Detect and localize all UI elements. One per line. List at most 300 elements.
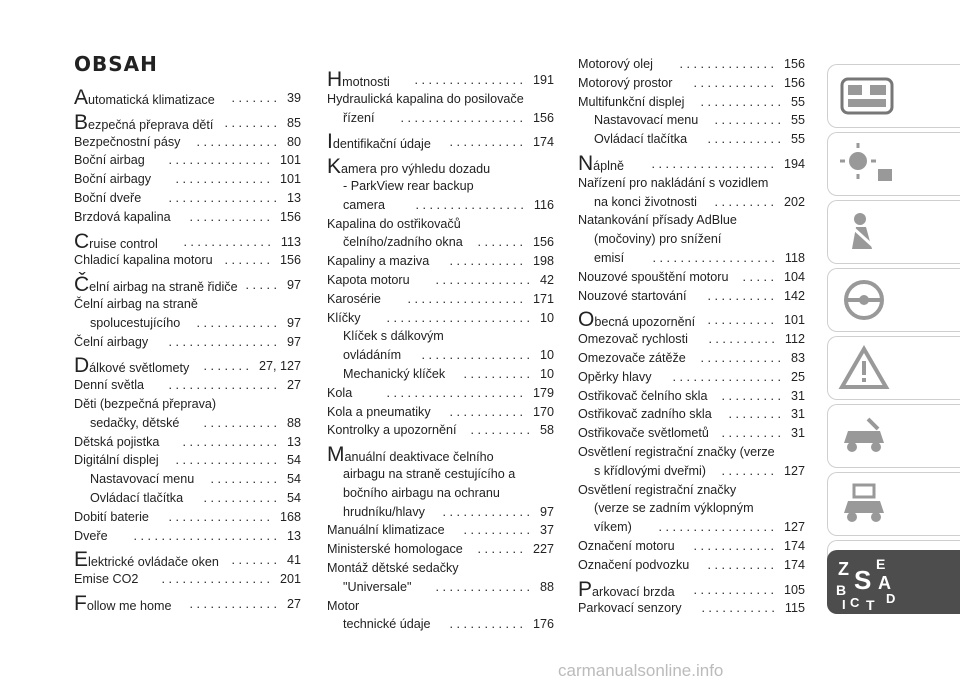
index-entry[interactable] (327, 404, 554, 420)
leader-dots: . . . . . . . . . . . . . . . . (161, 572, 270, 587)
leader-dots: . . . . . . . . . . . . . . . . . . (652, 251, 775, 265)
leader-dots: . . . . . . . . . . . . . . . . (421, 348, 530, 363)
index-entry[interactable] (327, 310, 554, 326)
entry-label: Hydraulická kapalina do posilovače (327, 91, 524, 106)
index-entry[interactable] (578, 463, 805, 479)
entry-label: Ovládací tlačítka (594, 132, 688, 147)
entry-label: Osvětlení registrační značky (verze (578, 445, 775, 459)
entry-label: Kontrolky a upozornění (327, 423, 457, 438)
leader-dots: . . . . . . . . . . . . . . (182, 434, 277, 449)
index-entry[interactable] (327, 485, 554, 501)
entry-label: Ovládací tlačítka (90, 491, 184, 505)
index-entry[interactable] (74, 396, 301, 412)
leader-dots: . . . . . . . . . . . . (196, 134, 277, 149)
leader-dots: . . . . . . . (477, 542, 523, 557)
entry-label: Nouzové startování (578, 288, 687, 303)
leader-dots: . . . . . . . . . (470, 423, 530, 438)
index-entry[interactable] (74, 190, 301, 206)
index-entry[interactable] (578, 425, 805, 441)
index-entry[interactable] (327, 110, 554, 126)
leader-dots: . . . . . . . . . (721, 388, 781, 403)
index-entry[interactable] (327, 422, 554, 438)
page-number: 171 (532, 291, 554, 306)
entry-label: Boční dveře (74, 191, 142, 205)
leader-dots: . . . . . . . . . . . . (693, 75, 774, 90)
entry-label: "Universale" (343, 579, 412, 594)
entry-label: Klíčky (327, 310, 361, 325)
entry-label: camera (343, 197, 385, 212)
tab-dashboard[interactable] (827, 64, 960, 128)
page-number: 10 (539, 310, 554, 325)
page-number: 25 (790, 369, 805, 384)
entry-label: Čelní airbagy (74, 334, 149, 349)
leader-dots: . . . . . . . . . . . . . . . (168, 509, 270, 524)
index-entry[interactable] (578, 444, 805, 460)
index-letter: S (854, 565, 872, 595)
index-tab-icon (832, 555, 902, 611)
entry-label: Emise CO2 (74, 572, 139, 587)
entry-label-rest: amera pro výhledu dozadu (341, 162, 491, 177)
page-number: 27 (286, 597, 301, 611)
index-entry[interactable] (327, 347, 554, 363)
entry-label: Karosérie (327, 291, 381, 306)
entry-label: Omezovač rychlosti (578, 332, 688, 347)
entry-label: Kapaliny a maziva (327, 254, 430, 269)
leader-dots: . . . . . . . (203, 359, 249, 374)
index-entry[interactable] (578, 56, 805, 72)
entry-label (327, 68, 390, 91)
leader-dots: . . . . . . . . (721, 463, 774, 478)
index-entry[interactable] (578, 175, 805, 191)
entry-label (74, 229, 158, 253)
entry-label-rest: dentifikační údaje (332, 137, 431, 152)
entry-label-rest: áplně (593, 159, 624, 173)
index-entry[interactable] (74, 252, 301, 268)
entry-label: Boční airbag (74, 153, 145, 168)
entry-label: řízení (343, 110, 375, 125)
entry-label: airbagu na straně cestujícího a (343, 467, 516, 481)
index-entry[interactable] (578, 308, 805, 332)
entry-label: Boční airbagy (74, 172, 152, 187)
index-letter: I (842, 597, 846, 611)
entry-label: Chladicí kapalina motoru (74, 253, 213, 268)
leader-dots: . . . . . . . (231, 553, 277, 568)
page-number: 174 (532, 135, 554, 150)
index-entry[interactable] (74, 152, 301, 168)
entry-label (74, 273, 238, 297)
index-entry[interactable] (578, 94, 805, 110)
page-number: 54 (286, 472, 301, 487)
leader-dots: . . . . . . . (224, 253, 270, 268)
entry-label-rest: ezpečná přeprava dětí (88, 117, 214, 132)
entry-label-rest: motnosti (342, 75, 390, 89)
entry-initial: E (74, 548, 89, 572)
entry-label: Kola a pneumatiky (327, 404, 431, 419)
watermark: carmanualsonline.info (558, 661, 724, 680)
warning-triangle-tab-icon (838, 345, 896, 391)
index-entry[interactable] (74, 528, 301, 544)
index-entry[interactable] (74, 571, 301, 587)
page-number: 179 (532, 385, 554, 400)
leader-dots: . . . . . . . . . . (708, 332, 775, 347)
page-number: 202 (783, 194, 805, 209)
entry-label: Parkovací senzory (578, 601, 682, 616)
leader-dots: . . . . . . . . . . . . (189, 209, 270, 224)
index-entry[interactable] (578, 194, 805, 210)
index-entry[interactable] (327, 328, 554, 344)
entry-label-rest: ollow me home (86, 599, 172, 613)
index-entry[interactable] (327, 234, 554, 250)
index-entry[interactable] (578, 482, 805, 498)
index-entry[interactable] (74, 296, 301, 312)
entry-label: Nařízení pro nakládání s vozidlem (578, 175, 769, 190)
page-number: 58 (539, 423, 554, 438)
seatbelt-airbag-tab-icon (838, 209, 896, 255)
index-entry[interactable] (578, 75, 805, 91)
leader-dots: . . . . . . . . . . . (449, 617, 523, 632)
index-entry[interactable] (327, 616, 554, 632)
dashboard-tab-icon (838, 73, 896, 119)
index-entry[interactable] (74, 273, 301, 297)
tab-index[interactable] (827, 550, 960, 614)
leader-dots: . . . . . . . . . . . (707, 132, 781, 147)
entry-label: Nastavovací menu (90, 472, 195, 487)
index-letter: B (836, 582, 847, 598)
leader-dots: . . . . . . . . . . . . . . . . (168, 334, 277, 349)
index-entry[interactable] (578, 369, 805, 385)
entry-initial: B (74, 110, 89, 134)
leader-dots: . . . . . . . . . . . (203, 491, 277, 505)
tab-lights[interactable] (827, 132, 960, 196)
page-number: 176 (532, 617, 554, 632)
index-entry[interactable] (327, 178, 554, 194)
page-number: 156 (279, 209, 301, 224)
page-number: 105 (783, 582, 805, 597)
leader-dots: . . . . . . . . . . . . . . . . . . . . . (133, 528, 277, 543)
index-entry[interactable] (74, 229, 301, 253)
entry-label: Označení motoru (578, 539, 675, 553)
entry-label: na konci životnosti (594, 194, 697, 209)
entry-label (578, 577, 675, 601)
page-number: 31 (790, 426, 805, 441)
entry-label-rest: arkovací brzda (592, 584, 675, 599)
leader-dots: . . . . . . . . . . . . . . (435, 579, 530, 594)
index-entry[interactable] (578, 152, 805, 175)
entry-label: Čelní airbag na straně (74, 297, 198, 311)
entry-initial: O (578, 308, 595, 332)
page-number: 112 (784, 332, 805, 347)
leader-dots: . . . . . . . . . . . . . . (679, 57, 774, 71)
wrench-car-tab-icon (838, 413, 896, 459)
index-entry[interactable] (327, 272, 554, 288)
entry-label (74, 354, 190, 378)
index-entry[interactable] (74, 415, 301, 431)
leader-dots: . . . . . . . . . . . . . . . . . (658, 520, 774, 535)
index-entry[interactable] (74, 110, 301, 134)
leader-dots: . . . . . . . . . . (707, 557, 774, 572)
leader-dots: . . . . . . . . . . (707, 313, 774, 328)
index-entry[interactable] (74, 471, 301, 487)
steering-wheel-tab-icon (838, 277, 896, 323)
entry-initial: H (327, 68, 343, 91)
entry-label: Multifunkční displej (578, 94, 685, 109)
page-number: 156 (279, 253, 301, 268)
index-entry[interactable] (578, 231, 805, 247)
entry-label: Osvětlení registrační značky (578, 482, 737, 497)
entry-label: Ostřikovače světlometů (578, 426, 709, 441)
tab-starting-driving[interactable] (827, 268, 960, 332)
leader-dots: . . . . . . . . (728, 407, 781, 422)
entry-label: Brzdová kapalina (74, 209, 171, 224)
page-number: 104 (783, 269, 805, 284)
entry-label (578, 152, 624, 175)
index-entry[interactable] (578, 538, 805, 554)
page-number: 97 (286, 315, 301, 330)
index-entry[interactable] (578, 250, 805, 266)
index-entry[interactable] (74, 334, 301, 350)
entry-label (74, 592, 172, 615)
index-entry[interactable] (74, 315, 301, 331)
entry-label-rest: anuální deaktivace čelního (344, 450, 494, 465)
index-entry[interactable] (74, 171, 301, 187)
leader-dots: . . . . . . . . . . . (449, 254, 523, 269)
index-entry[interactable] (578, 288, 805, 304)
page-number: 191 (532, 73, 554, 87)
page-number: 101 (279, 153, 301, 168)
page-number: 27 (286, 378, 301, 393)
entry-label (327, 443, 494, 467)
lights-tab-icon (838, 141, 896, 187)
index-entry[interactable] (327, 197, 554, 213)
page-number: 27, 127 (258, 359, 301, 374)
entry-label: (verze se zadním výklopným (594, 501, 754, 516)
entry-label: Kapalina do ostřikovačů (327, 216, 461, 231)
leader-dots: . . . . . . . . . . . . . (189, 597, 277, 611)
entry-label: Dveře (74, 528, 108, 543)
tab-emergency[interactable] (827, 336, 960, 400)
leader-dots: . . . . . . . . . . . (203, 415, 277, 430)
index-entry[interactable] (327, 68, 554, 91)
index-entry[interactable] (327, 541, 554, 557)
index-entry[interactable] (578, 212, 805, 228)
leader-dots: . . . . . . . . . . . . . . (175, 172, 270, 187)
page-number: 55 (790, 94, 805, 109)
page-number: 97 (539, 504, 554, 519)
entry-label: sedačky, dětské (90, 415, 180, 430)
page-number: 174 (783, 539, 805, 553)
index-entry[interactable] (327, 579, 554, 595)
entry-initial: M (327, 443, 345, 467)
entry-label: - ParkView rear backup (343, 179, 474, 193)
index-entry[interactable] (327, 504, 554, 520)
leader-dots: . . . . . . . . . . . (449, 135, 523, 150)
index-entry[interactable] (327, 385, 554, 401)
entry-label: Omezovače zátěže (578, 351, 686, 365)
entry-label (74, 110, 214, 134)
index-entry[interactable] (578, 600, 805, 616)
entry-label: Kola (327, 385, 353, 400)
index-entry[interactable] (74, 592, 301, 615)
index-entry[interactable] (327, 291, 554, 307)
entry-initial: K (327, 155, 342, 179)
page-number: 194 (783, 157, 805, 171)
page-number: 37 (539, 523, 554, 538)
index-entry[interactable] (327, 466, 554, 482)
entry-initial: Č (74, 273, 90, 297)
index-entry[interactable] (327, 443, 554, 467)
entry-label: Mechanický klíček (343, 367, 446, 381)
page-number: 13 (286, 528, 301, 543)
tab-maintenance[interactable] (827, 404, 960, 468)
entry-label-rest: becná upozornění (594, 315, 696, 330)
leader-dots: . . . . . (742, 269, 774, 284)
entry-label: Ostřikovač čelního skla (578, 388, 708, 403)
index-entry[interactable] (578, 350, 805, 366)
entry-label (327, 130, 431, 154)
leader-dots: . . . . . . . . . . . . (196, 315, 277, 330)
entry-initial: I (327, 130, 333, 154)
index-entry[interactable] (578, 406, 805, 422)
index-entry[interactable] (578, 331, 805, 347)
leader-dots: . . . . . . . . . . . . . . . (168, 153, 270, 168)
index-entry[interactable] (74, 377, 301, 393)
page-number: 31 (790, 407, 805, 422)
page-number: 13 (286, 434, 301, 449)
entry-label-rest: lektrické ovládače oken (88, 555, 219, 570)
entry-label: Nastavovací menu (594, 113, 699, 128)
index-entry[interactable] (327, 522, 554, 538)
page-number: 54 (286, 453, 301, 468)
page-number: 55 (790, 132, 805, 147)
index-entry[interactable] (578, 577, 805, 601)
index-entry[interactable] (74, 86, 301, 109)
index-entry[interactable] (74, 509, 301, 525)
page-number: 174 (783, 557, 805, 572)
index-entry[interactable] (327, 91, 554, 107)
leader-dots: . . . . . . . . . . . . . . . . . . (651, 157, 774, 171)
entry-label: s křídlovými dveřmi) (594, 463, 706, 478)
leader-dots: . . . . . . . . . (714, 194, 774, 209)
entry-label (327, 155, 491, 179)
page-number: 168 (279, 509, 301, 524)
entry-label-rest: álkové světlomety (89, 361, 190, 376)
index-entry[interactable] (578, 112, 805, 128)
entry-initial: N (578, 152, 594, 175)
entry-label: čelního/zadního okna (343, 235, 463, 250)
index-letter: E (876, 556, 886, 572)
index-entry[interactable] (578, 557, 805, 573)
entry-label: ovládáním (343, 348, 402, 363)
index-entry[interactable] (74, 134, 301, 150)
index-entry[interactable] (578, 131, 805, 147)
page-number: 156 (532, 110, 554, 125)
index-entry[interactable] (74, 434, 301, 450)
index-letter: D (886, 591, 896, 606)
leader-dots: . . . . . . . . . . . . . . . . (168, 191, 277, 205)
index-entry[interactable] (327, 598, 554, 614)
page-number: 97 (286, 278, 301, 293)
entry-label: Motor (327, 598, 360, 613)
leader-dots: . . . . . . . . . . . . . . . . . . (400, 110, 523, 125)
index-entry[interactable] (327, 253, 554, 269)
entry-label: emisí (594, 251, 625, 265)
index-entry[interactable] (327, 216, 554, 232)
page-number: 10 (539, 367, 554, 381)
leader-dots: . . . . . . . . . . . . (693, 582, 774, 597)
leader-dots: . . . . . . . . . . . . . . . . . (407, 291, 523, 306)
index-letter: T (866, 597, 875, 611)
entry-label-rest: utomatická klimatizace (88, 93, 215, 107)
entry-label: technické údaje (343, 617, 431, 632)
page-number: 227 (532, 542, 554, 557)
index-entry[interactable] (578, 519, 805, 535)
entry-label: Denní světla (74, 378, 145, 393)
page-number: 156 (783, 57, 805, 71)
leader-dots: . . . . . . . (231, 91, 277, 105)
index-entry[interactable] (578, 269, 805, 285)
index-entry[interactable] (327, 155, 554, 179)
index-entry[interactable] (327, 366, 554, 382)
page-number: 55 (790, 113, 805, 128)
leader-dots: . . . . . . . . . . . . (693, 539, 774, 553)
entry-label: Nouzové spouštění motoru (578, 269, 729, 284)
leader-dots: . . . . . . . . . . (463, 367, 530, 381)
entry-label: Ostřikovač zadního skla (578, 407, 712, 422)
leader-dots: . . . . . . . . . . . . . (183, 234, 271, 249)
index-entry[interactable] (74, 490, 301, 506)
index-entry[interactable] (74, 548, 301, 572)
leader-dots: . . . . . . . . . . . . . . . . (414, 73, 523, 87)
index-letter: C (850, 595, 860, 610)
index-entry[interactable] (74, 452, 301, 468)
index-entry[interactable] (327, 560, 554, 576)
entry-label-rest: ruise control (89, 236, 158, 251)
index-entry[interactable] (74, 209, 301, 225)
entry-label: Motorový prostor (578, 75, 673, 90)
index-entry[interactable] (578, 500, 805, 516)
leader-dots: . . . . . (245, 278, 277, 293)
entry-label: Dobití baterie (74, 509, 149, 524)
entry-label: Opěrky hlavy (578, 369, 652, 384)
entry-label: Motorový olej (578, 57, 653, 71)
entry-initial: D (74, 354, 90, 378)
index-entry[interactable] (578, 388, 805, 404)
index-entry[interactable] (74, 354, 301, 378)
entry-label (74, 548, 219, 572)
tab-safety[interactable] (827, 200, 960, 264)
entry-label: bočního airbagu na ochranu (343, 485, 500, 500)
page-number: 127 (783, 520, 805, 535)
entry-label-rest: elní airbag na straně řidiče (89, 280, 238, 295)
data-car-tab-icon (838, 481, 896, 527)
entry-label: Montáž dětské sedačky (327, 561, 459, 575)
tab-technical-data[interactable] (827, 472, 960, 536)
leader-dots: . . . . . . . . . . . . . . (435, 273, 530, 287)
page-number: 97 (286, 334, 301, 349)
page-number: 41 (286, 553, 301, 568)
page-number: 115 (784, 601, 805, 616)
entry-label: víkem) (594, 520, 632, 535)
leader-dots: . . . . . . . . . (721, 426, 781, 441)
page-number: 101 (783, 313, 805, 328)
index-entry[interactable] (327, 130, 554, 154)
page-number: 113 (280, 234, 301, 249)
page-number: 156 (783, 75, 805, 90)
entry-label (578, 308, 696, 332)
page-number: 88 (286, 415, 301, 430)
page-number: 201 (279, 572, 301, 587)
entry-initial: P (578, 577, 593, 601)
